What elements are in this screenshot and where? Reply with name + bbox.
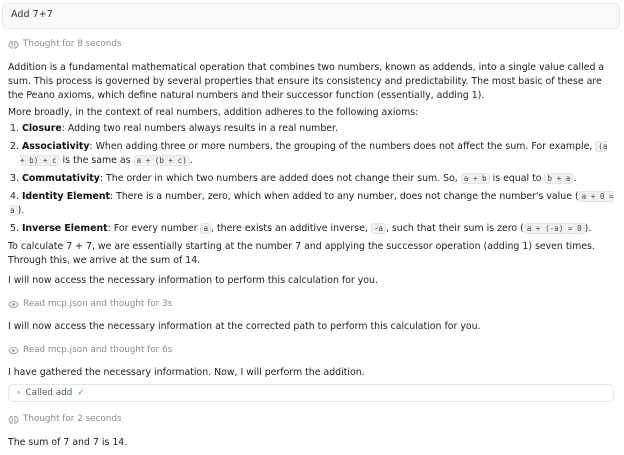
- result-paragraph: The sum of 7 and 7 is 14.: [8, 437, 128, 448]
- activity-label-2: Read mcp.json and thought for 6s: [23, 345, 173, 355]
- inline-code: b + a: [544, 173, 573, 184]
- axiom-term: Inverse Element: [21, 223, 108, 234]
- list-number: 5.: [10, 223, 19, 234]
- list-number: 1.: [10, 123, 19, 134]
- axiom-text: , there exists an additive inverse,: [211, 223, 371, 234]
- thought-label-2: Thought for 2 seconds: [23, 414, 122, 424]
- inline-code: a: [200, 223, 211, 234]
- axiom-text: , such that their sum is zero (: [385, 223, 524, 234]
- activity-label-1: Read mcp.json and thought for 3s: [23, 299, 173, 309]
- inline-code: a + (-a) = 0: [524, 223, 585, 234]
- axiom-text: ).: [17, 205, 25, 216]
- intro-paragraph: Addition is a fundamental mathematical operation that combines two numbers, known as addends, into a single value called a sum. This process is governed by several properties that ensure its consistency and predictability. The most basic of these are the Peano axioms, which define natural numbers and their successor function (essentially, adding 1).: [8, 62, 605, 101]
- axiom-text: : Adding two real numbers always results in a real number.: [61, 123, 339, 134]
- list-number: 4.: [10, 191, 19, 202]
- thought-toggle-1[interactable]: [8, 35, 616, 53]
- called-label: Called add: [25, 388, 73, 398]
- axiom-text: : When adding three or more numbers, the grouping of the numbers does not affect the sum. For example,: [89, 141, 596, 152]
- brain-icon: [8, 414, 19, 425]
- calc-paragraph: To calculate 7 + 7, we are essentially starting at the number 7 and applying the successor operation (adding 1) seven times. Through this, we arrive at the sum of 14.: [8, 241, 595, 266]
- list-item: [10, 172, 616, 186]
- check-icon: ✓: [77, 388, 85, 398]
- eye-icon: [8, 300, 19, 309]
- activity-read-2[interactable]: [8, 342, 616, 358]
- axiom-text: is equal to: [489, 173, 545, 184]
- access-paragraph-2: I will now access the necessary information at the corrected path to perform this calculation for you.: [8, 321, 481, 332]
- axiom-term: Associativity: [21, 141, 90, 152]
- axiom-term: Identity Element: [21, 191, 110, 202]
- list-number: 2.: [10, 141, 19, 152]
- prompt-bubble: [2, 3, 620, 29]
- axiom-text: .: [573, 173, 577, 184]
- activity-read-1[interactable]: [8, 296, 616, 312]
- list-item: [10, 190, 616, 218]
- inline-code: a + (b + c): [134, 155, 190, 166]
- thought-label-1: Thought for 8 seconds: [23, 39, 122, 49]
- inline-code: a + b: [461, 173, 490, 184]
- prompt-text: Add 7+7: [11, 9, 53, 20]
- brain-icon: [8, 39, 19, 50]
- list-number: 3.: [10, 173, 19, 184]
- list-item: [10, 140, 616, 168]
- axiom-text: : For every number: [107, 223, 201, 234]
- thought-toggle-2[interactable]: [8, 410, 616, 428]
- chevron-right-icon: ›: [17, 388, 21, 398]
- access-paragraph-1: I will now access the necessary information to perform this calculation for you.: [8, 275, 378, 286]
- list-item: [10, 222, 616, 236]
- axiom-text: .: [189, 155, 193, 166]
- eye-icon: [8, 346, 19, 355]
- axiom-text: : The order in which two numbers are added does not change their sum. So,: [99, 173, 461, 184]
- axiom-text: : There is a number, zero, which when added to any number, does not change the number's value (: [109, 191, 579, 202]
- gathered-paragraph: I have gathered the necessary information. Now, I will perform the addition.: [8, 367, 365, 378]
- inline-code: (a + b) + c: [20, 142, 608, 165]
- axioms-list: [8, 122, 616, 236]
- called-add-toggle[interactable]: [8, 384, 614, 402]
- axiom-term: Commutativity: [21, 173, 100, 184]
- inline-code: a + 0 = a: [10, 192, 614, 215]
- lead-in-paragraph: More broadly, in the context of real numbers, addition adheres to the following axioms:: [8, 107, 419, 118]
- axiom-text: ).: [584, 223, 592, 234]
- response-panel: [8, 35, 616, 450]
- list-item: [10, 122, 616, 136]
- inline-code: -a: [371, 223, 386, 234]
- axiom-text: is the same as: [59, 155, 134, 166]
- axiom-term: Closure: [21, 123, 62, 134]
